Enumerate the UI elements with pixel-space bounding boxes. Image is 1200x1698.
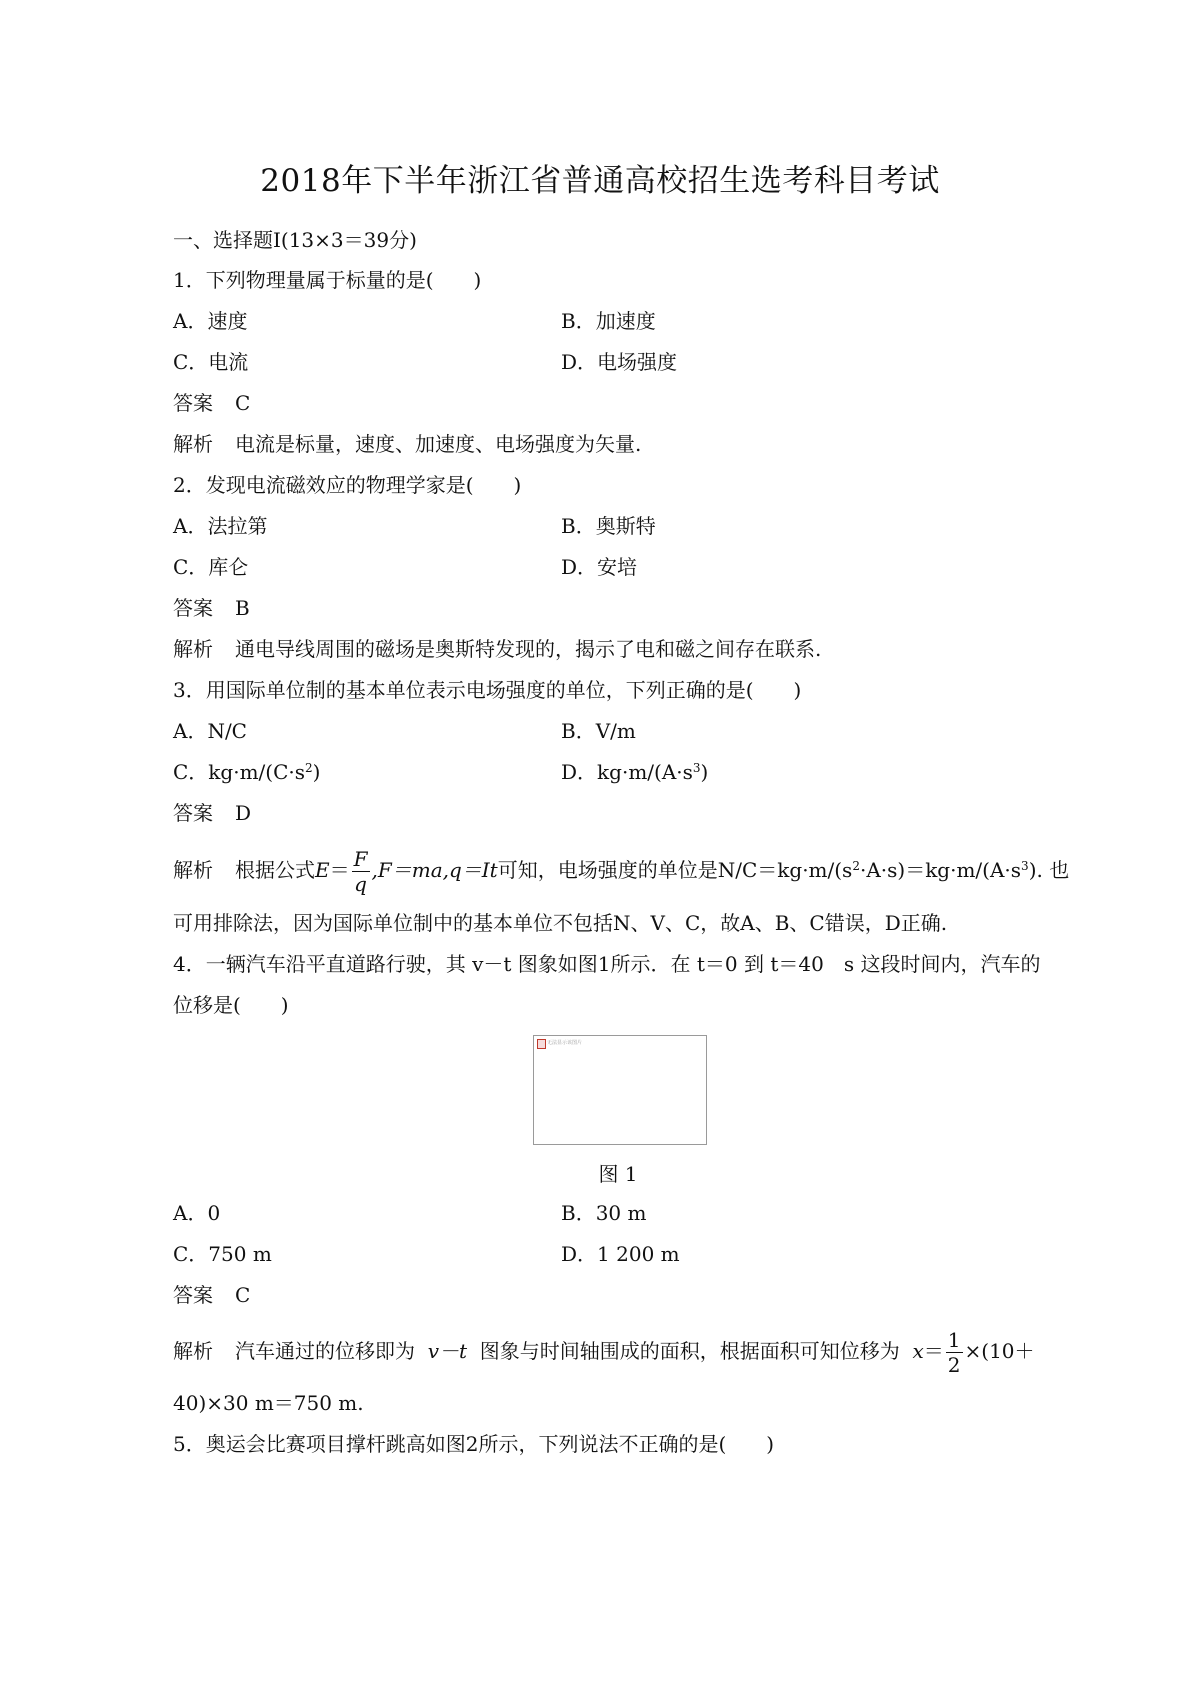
q4-stem-line1: 4．一辆汽车沿平直道路行驶，其 v－t 图象如图1所示．在 t＝0 到 t＝40 s 这段时间内，汽车的 xyxy=(173,952,1041,976)
figure-1-placeholder xyxy=(533,1035,707,1145)
analysis-label: 解析 xyxy=(173,858,213,882)
q1-option-c: C．电流 xyxy=(173,350,249,374)
q1-answer xyxy=(173,389,250,417)
q2-analysis xyxy=(173,635,821,663)
fraction-f-over-q: $\frac{F}{q}$ xyxy=(353,847,368,896)
q4-option-c: C．750 m xyxy=(173,1242,272,1266)
page-title: 2018年下半年浙江省普通高校招生选考科目考试 xyxy=(260,163,940,199)
q2-stem: 2．发现电流磁效应的物理学家是( ) xyxy=(173,473,522,497)
figure-alt-text: 无法显示该图片 xyxy=(547,1040,583,1046)
q2-option-d: D．安培 xyxy=(561,555,638,579)
q2-option-c: C．库仑 xyxy=(173,555,249,579)
q3-option-d: D．$kg\cdot m/(A\cdot s^3)$ xyxy=(561,760,709,784)
q1-answer-value: C xyxy=(235,391,251,415)
figure-1-caption: 图 1 xyxy=(598,1162,638,1186)
q4-option-b: B．30 m xyxy=(561,1201,647,1225)
q2-option-b: B．奥斯特 xyxy=(561,514,656,538)
answer-label: 答案 xyxy=(173,596,213,620)
broken-image-icon xyxy=(537,1039,546,1049)
q4-option-a: A．0 xyxy=(173,1201,221,1225)
analysis-label: 解析 xyxy=(173,637,213,661)
answer-label: 答案 xyxy=(173,391,213,415)
q1-option-a: A．速度 xyxy=(173,309,248,333)
analysis-label: 解析 xyxy=(173,1339,213,1363)
q1-option-b: B．加速度 xyxy=(561,309,656,333)
q3-analysis: 解析 根据公式E＝ $\frac{F}{q}$ ,F＝ma,q＝It可知，电场强度的单位是$N/C=kg\cdot m/(s^2\cdot A\cdot s)=kg\cdot m/(A\cdot s^3)$. 也 xyxy=(173,847,1070,896)
analysis-label: 解析 xyxy=(173,432,213,456)
q2-analysis-text: 通电导线周围的磁场是奥斯特发现的，揭示了电和磁之间存在联系. xyxy=(235,637,822,661)
q4-answer-value: C xyxy=(235,1283,251,1307)
q3-option-a: A．N/C xyxy=(173,719,247,743)
q1-analysis xyxy=(173,430,641,458)
q3-stem: 3．用国际单位制的基本单位表示电场强度的单位，下列正确的是( ) xyxy=(173,678,802,702)
q4-option-d: D．1 200 m xyxy=(561,1242,680,1266)
answer-label: 答案 xyxy=(173,801,213,825)
q3-option-b: B．V/m xyxy=(561,719,636,743)
q4-answer xyxy=(173,1281,250,1309)
answer-label: 答案 xyxy=(173,1283,213,1307)
q4-stem-line2: 位移是( ) xyxy=(173,993,289,1017)
q3-answer xyxy=(173,799,251,827)
q1-stem: 1．下列物理量属于标量的是( ) xyxy=(173,268,482,292)
fraction-one-half: $\frac{1}{2}$ xyxy=(947,1328,961,1377)
q1-option-d: D．电场强度 xyxy=(561,350,678,374)
q3-answer-value: D xyxy=(235,801,252,825)
section-heading: 一、选择题Ⅰ(13×3＝39分) xyxy=(173,228,417,252)
q1-analysis-text: 电流是标量，速度、加速度、电场强度为矢量. xyxy=(235,432,642,456)
q3-option-c: C．$kg\cdot m/(C\cdot s^2)$ xyxy=(173,760,321,784)
q4-analysis: 解析 汽车通过的位移即为 v－t 图象与时间轴围成的面积，根据面积可知位移为 x＝ $\frac{1}{2}$ ×(10＋ xyxy=(173,1328,1035,1377)
q5-stem: 5．奥运会比赛项目撑杆跳高如图2所示，下列说法不正确的是( ) xyxy=(173,1432,775,1456)
q3-analysis-line2: 可用排除法，因为国际单位制中的基本单位不包括N、V、C，故A、B、C错误，D正确. xyxy=(173,911,948,935)
q2-answer xyxy=(173,594,250,622)
q4-analysis-line2: 40)×30 m＝750 m. xyxy=(173,1391,364,1415)
q2-option-a: A．法拉第 xyxy=(173,514,268,538)
q2-answer-value: B xyxy=(235,596,250,620)
